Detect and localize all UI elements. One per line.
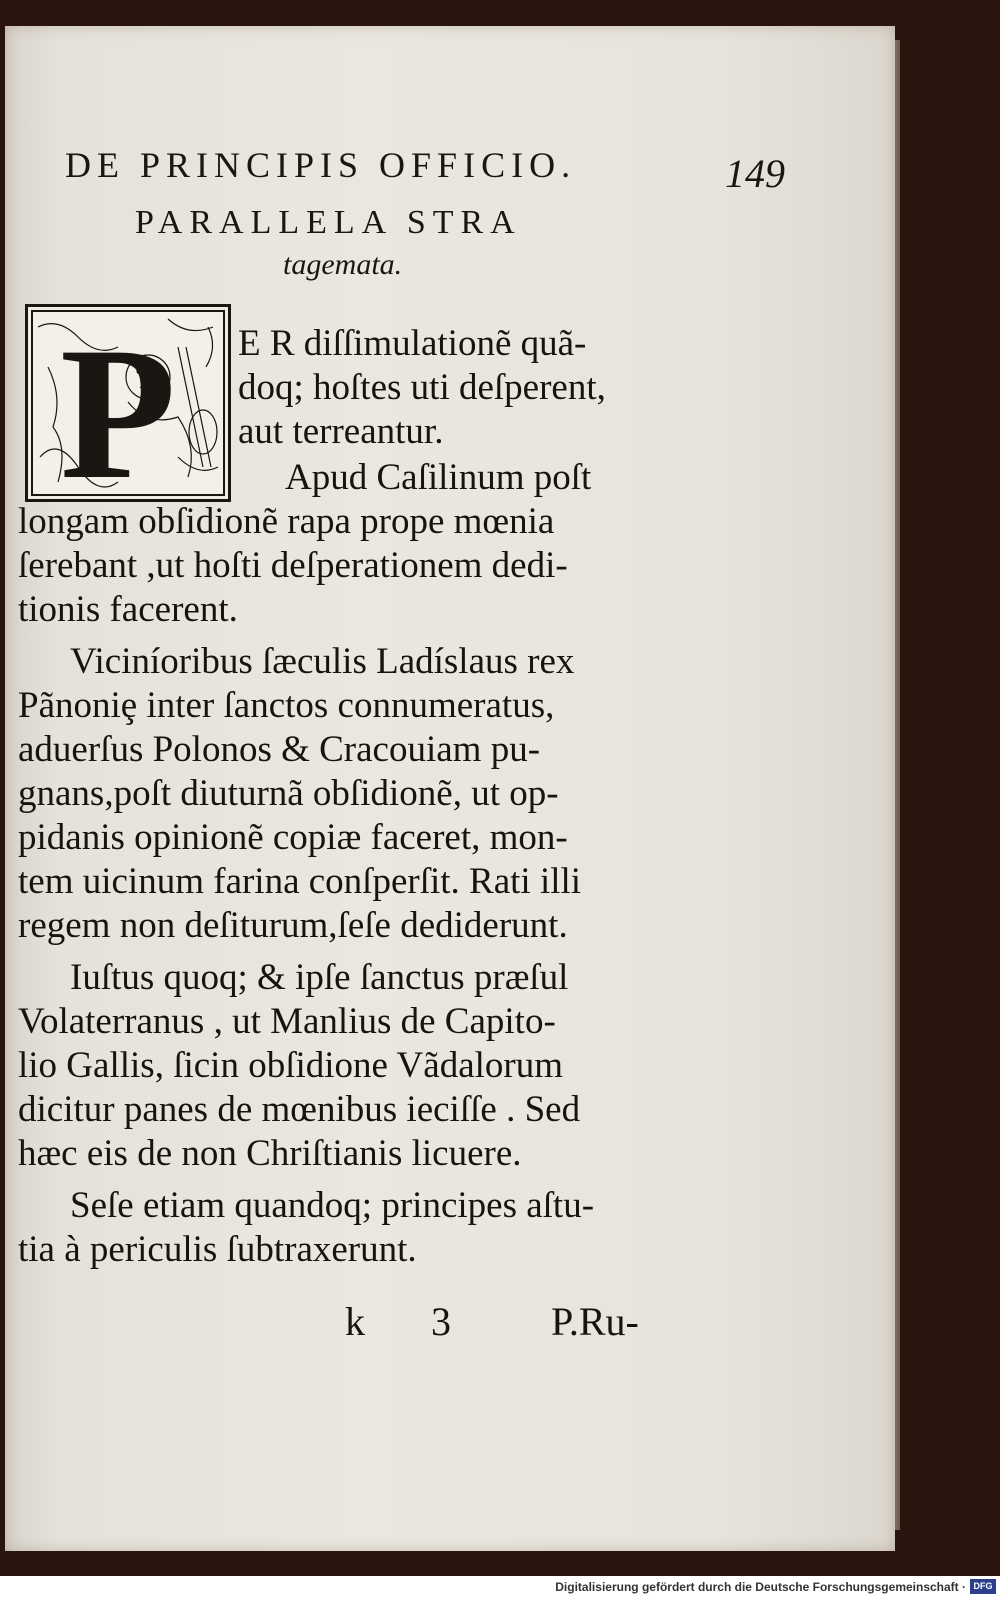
running-head: DE PRINCIPIS OFFICIO. — [65, 145, 577, 185]
digitization-footer — [0, 1576, 1000, 1599]
text-line: pidanis opinionẽ copiæ faceret, mon- — [18, 817, 568, 858]
catchword: P.Ru- — [551, 1299, 639, 1344]
signature-mark: k — [345, 1299, 365, 1344]
text-line: gnans,poſt diuturnã obſidionẽ, ut op- — [18, 773, 559, 814]
text-line: Iuſtus quoq; & ipſe ſanctus præſul — [70, 957, 569, 998]
text-line: Apud Caſilinum poſt — [285, 457, 592, 498]
section-title-line1: PARALLELA STRA — [135, 204, 522, 241]
text-line: E R diſſimulationẽ quã- — [238, 323, 587, 364]
text-line: regem non deſiturum,ſeſe dediderunt. — [18, 905, 568, 946]
footer-credit: Digitalisierung gefördert durch die Deutsche Forschungsgemeinschaft · — [555, 1580, 966, 1594]
text-line: Pãnoniȩ inter ſanctos connumeratus, — [18, 685, 555, 726]
book-page — [5, 26, 895, 1551]
text-line: hæc eis de non Chriſtianis licuere. — [18, 1133, 522, 1174]
dfg-logo-icon: DFG — [970, 1579, 996, 1594]
text-line: longam obſidionẽ rapa prope mœnia — [18, 501, 555, 542]
text-line: ſerebant ,ut hoſti deſperationem dedi- — [18, 545, 568, 586]
text-line: Seſe etiam quandoq; principes aſtu- — [70, 1185, 595, 1226]
woodcut-ornament-icon — [28, 307, 228, 499]
text-line: Viciníoribus ſæculis Ladíslaus rex — [70, 641, 575, 682]
text-line: tem uicinum farina conſperſit. Rati illi — [18, 861, 582, 902]
text-line: aut terreantur. — [238, 411, 444, 452]
drop-cap-letter: P — [60, 309, 177, 499]
text-line: doq; hoſtes uti deſperent, — [238, 367, 606, 408]
text-line: aduerſus Polonos & Cracouiam pu- — [18, 729, 541, 770]
text-line: Volaterranus , ut Manlius de Capito- — [18, 1001, 556, 1042]
signature-number: 3 — [431, 1299, 451, 1344]
section-title-line2: tagemata. — [283, 248, 403, 281]
text-line: lio Gallis, ſicin obſidione Vãdalorum — [18, 1045, 563, 1086]
text-line: tionis facerent. — [18, 589, 238, 630]
text-line: tia à periculis ſubtraxerunt. — [18, 1229, 417, 1270]
page-number: 149 — [725, 151, 785, 196]
text-line: dicitur panes de mœnibus ieciſſe . Sed — [18, 1089, 581, 1130]
decorated-initial — [25, 304, 231, 502]
